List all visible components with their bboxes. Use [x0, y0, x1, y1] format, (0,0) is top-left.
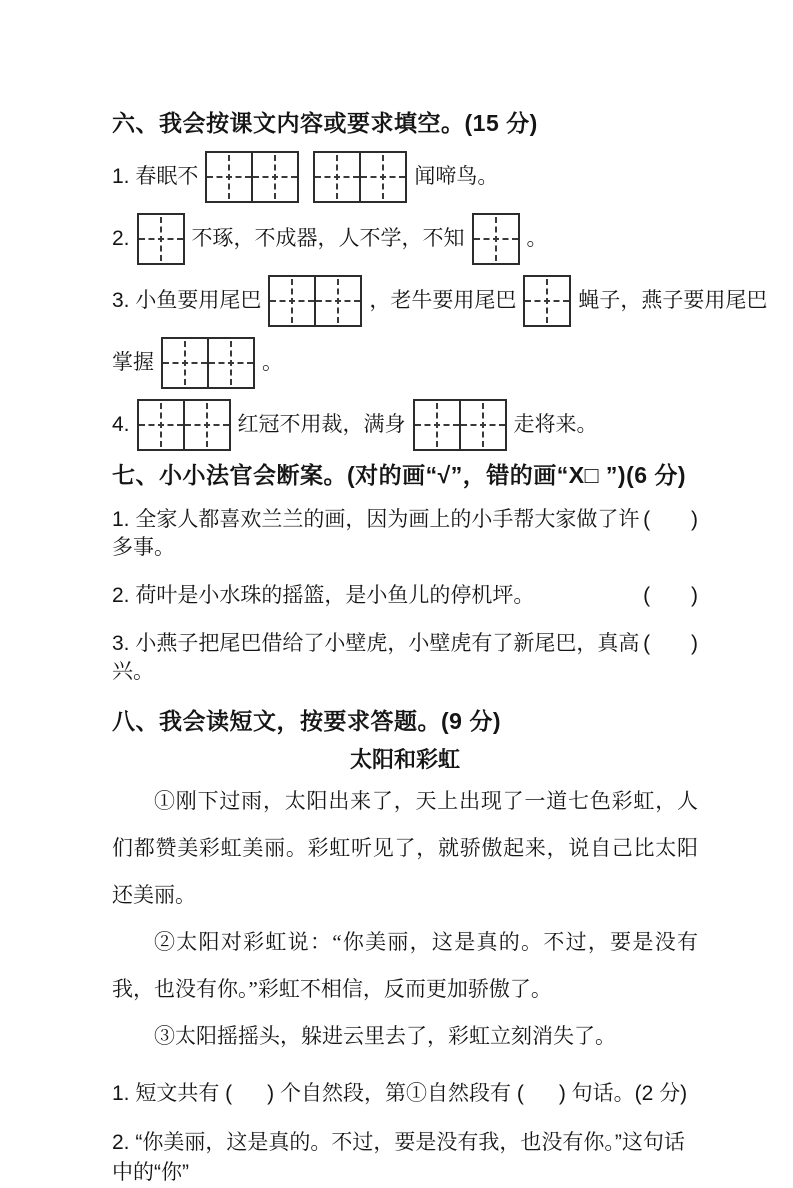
section7-heading: 七、小小法官会断案。(对的画“√”，错的画“X□ ”)(6 分): [112, 462, 687, 488]
fill-line-text: 3. 小鱼要用尾巴: [112, 289, 262, 312]
fill-line-text: 红冠不用裁，满身: [237, 413, 406, 436]
section7-judge-items: [112, 506, 698, 686]
tianzige-answer-grid: [137, 399, 231, 451]
tianzige-cell: [525, 277, 569, 325]
tianzige-cell: [461, 401, 505, 449]
fill-blank-line: [112, 274, 768, 328]
judge-item: [112, 630, 698, 686]
passage-paragraph: ①刚下过雨，太阳出来了，天上出现了一道七色彩虹，人们都赞美彩虹美丽。彩虹听见了，就骄傲起来，说自己比太阳还美丽。: [112, 789, 698, 907]
fill-line-text: ，老牛要用尾巴: [369, 289, 517, 312]
tianzige-cell: [316, 277, 360, 325]
tianzige-cell: [163, 339, 209, 387]
fill-line-text: 闻啼鸟。: [414, 165, 499, 188]
fill-line-text: 蝇子，燕子要用尾巴: [578, 289, 768, 312]
fill-line-text: 掌握: [112, 351, 154, 374]
fill-line-text: 4.: [112, 413, 130, 436]
tianzige-cell: [185, 401, 229, 449]
judge-item: [112, 506, 698, 562]
tianzige-cell: [361, 153, 405, 201]
judge-item-text: 3. 小燕子把尾巴借给了小壁虎，小壁虎有了新尾巴，真高兴。: [112, 632, 640, 683]
tianzige-answer-grid: [268, 275, 362, 327]
tianzige-answer-grid: [137, 213, 185, 265]
tianzige-cell: [415, 401, 461, 449]
fill-line-text: 1. 春眠不: [112, 165, 199, 188]
passage-paragraph: ③太阳摇摇头，躲进云里去了，彩虹立刻消失了。: [154, 1024, 616, 1048]
tianzige-answer-grid: [523, 275, 571, 327]
fill-line-text: 。: [262, 351, 283, 374]
judge-answer-blank: ( ): [643, 632, 698, 655]
tianzige-cell: [207, 153, 253, 201]
tianzige-answer-grid: [413, 399, 507, 451]
section6-fill-lines: [112, 150, 768, 452]
passage-question: 1. 短文共有 ( ) 个自然段，第①自然段有 ( ) 句话。(2 分): [112, 1082, 688, 1105]
tianzige-cell: [474, 215, 518, 263]
section8-heading: 八、我会读短文，按要求答题。(9 分): [112, 708, 501, 734]
tianzige-cell: [253, 153, 297, 201]
fill-line-text: 不琢，不成器，人不学，不知: [191, 227, 465, 250]
tianzige-cell: [139, 215, 183, 263]
judge-item-text: 1. 全家人都喜欢兰兰的画，因为画上的小手帮大家做了许多事。: [112, 508, 640, 559]
tianzige-cell: [139, 401, 185, 449]
tianzige-cell: [270, 277, 316, 325]
tianzige-cell: [315, 153, 361, 201]
judge-item-text: 2. 荷叶是小水珠的摇篮，是小鱼儿的停机坪。: [112, 584, 535, 607]
tianzige-cell: [209, 339, 253, 387]
judge-answer-blank: ( ): [643, 508, 698, 531]
judge-item: [112, 582, 698, 610]
fill-line-text: 。: [526, 227, 548, 250]
tianzige-answer-grid: [205, 151, 299, 203]
fill-blank-line: [112, 150, 698, 204]
tianzige-answer-grid: [472, 213, 520, 265]
section6-heading: 六、我会按课文内容或要求填空。(15 分): [112, 110, 538, 136]
tianzige-answer-grid: [313, 151, 407, 203]
tianzige-answer-grid: [161, 337, 255, 389]
passage-question: 2. “你美丽，这是真的。不过，要是没有我，也没有你。”这句话中的“你”: [112, 1131, 685, 1184]
judge-answer-blank: ( ): [643, 584, 698, 607]
passage-paragraph: ②太阳对彩虹说：“你美丽，这是真的。不过，要是没有我，也没有你。”彩虹不相信，反而更加骄傲了。: [112, 930, 698, 1001]
fill-line-text: 走将来。: [513, 413, 598, 436]
fill-blank-line: [112, 336, 698, 390]
passage-questions: [112, 1079, 698, 1188]
fill-line-text: 2.: [112, 227, 130, 250]
passage-paragraphs: [112, 778, 698, 1060]
passage-title: 太阳和彩虹: [349, 747, 460, 772]
fill-blank-line: [112, 212, 698, 266]
fill-blank-line: [112, 398, 698, 452]
